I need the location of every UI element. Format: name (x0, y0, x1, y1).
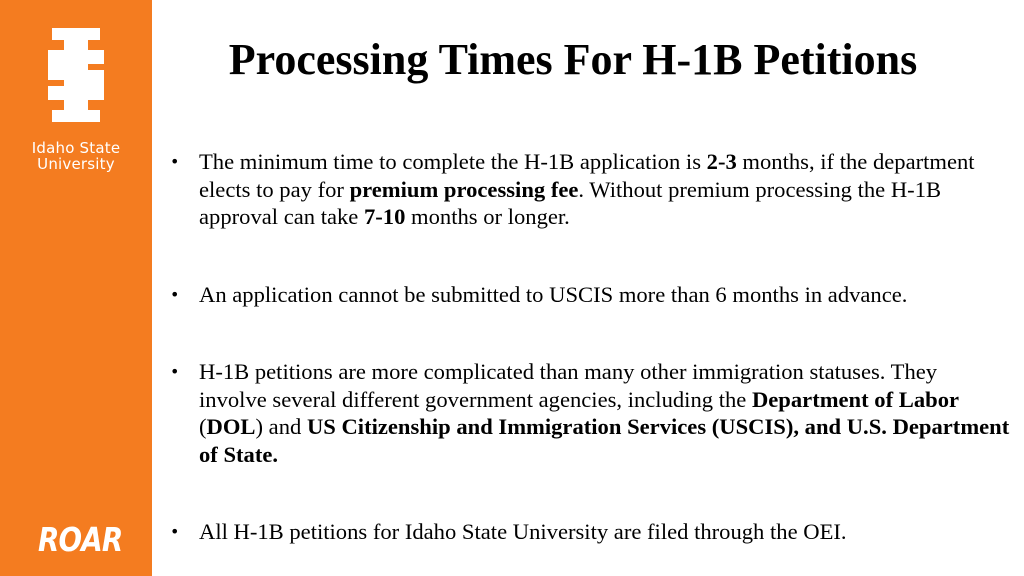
bullet-text (199, 282, 907, 307)
bold-segment: 2-3 (706, 149, 737, 174)
bold-segment: DOL (206, 414, 256, 439)
text-segment: An application cannot be submitted to USCIS more than 6 months in advance. (199, 281, 908, 307)
text-segment: ) and (255, 414, 307, 439)
roar-tagline: ROAR (38, 520, 123, 559)
text-segment: All H-1B petitions for Idaho State University are filed through the OEI. (199, 519, 847, 544)
text-segment: ( (199, 414, 207, 439)
bullet-item-processing-time (170, 148, 1010, 231)
bullet-icon: • (170, 362, 180, 381)
bullet-icon: • (170, 152, 180, 171)
bullet-text (199, 149, 975, 229)
bullet-item-submission-window (170, 281, 1010, 309)
university-name-line2: University (37, 155, 115, 173)
bold-segment: premium processing fee (349, 176, 579, 202)
bullet-icon: • (170, 284, 180, 304)
bold-segment: US Citizenship and Immigration Services (USCIS), and U.S. Department of State. (199, 414, 1010, 467)
text-segment: H-1B petitions are more complicated than many other immigration statuses. They involve several different government agencies, including the (199, 359, 938, 412)
text-segment: months or longer. (405, 204, 570, 229)
text-segment: months, if the department elects to pay for (199, 149, 975, 202)
university-name (0, 140, 152, 172)
bold-segment: 7-10 (363, 204, 406, 229)
isu-logo-icon (42, 28, 110, 122)
bullet-text (199, 519, 847, 544)
bullet-item-filing-office (170, 518, 1010, 546)
bullet-icon: • (170, 522, 180, 541)
slide-title: Processing Times For H-1B Petitions (228, 35, 918, 84)
bold-segment: Department of Labor (751, 386, 960, 412)
bullet-item-complexity (170, 358, 1010, 468)
text-segment: . Without premium processing the H-1B approval can take (199, 176, 942, 229)
university-name-line1: Idaho State (31, 139, 121, 157)
bullet-list (170, 148, 1010, 546)
sidebar (0, 0, 152, 576)
text-segment: The minimum time to complete the H-1B application is (199, 149, 707, 174)
bullet-text (199, 359, 1009, 467)
